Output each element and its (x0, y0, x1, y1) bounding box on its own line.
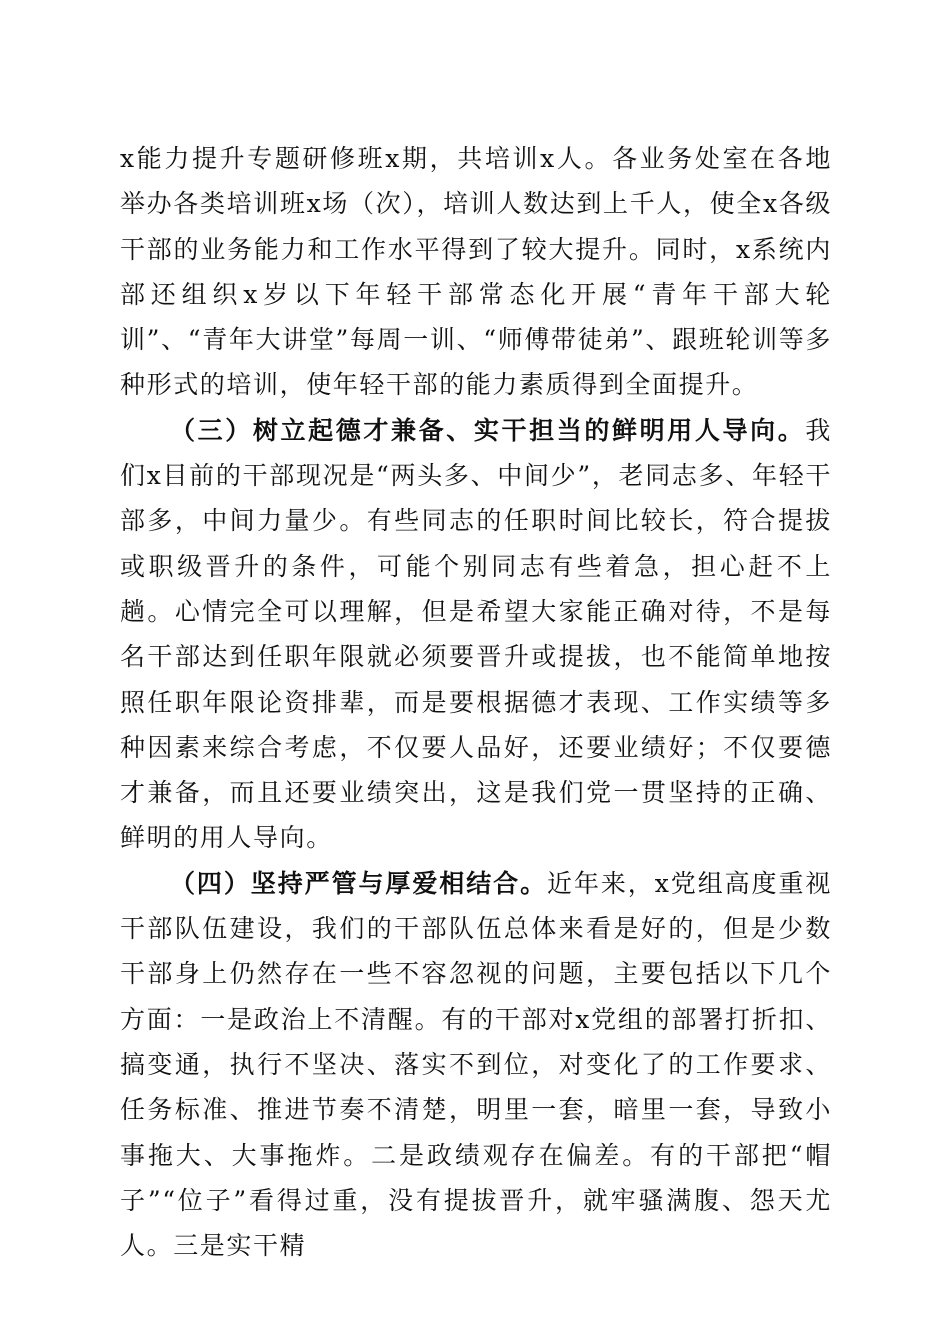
paragraph-section-4 (120, 861, 832, 1269)
paragraph-text: x能力提升专题研修班x期，共培训x人。各业务处室在各地举办各类培训班x场（次），培训人数达到上千人，使全x各级干部的业务能力和工作水平得到了较大提升。同时，x系统内部还组织x岁以下年轻干部常态化开展“青年干部大轮训”、“青年大讲堂”每周一训、“师傅带徒弟”、跟班轮训等多种形式的培训，使年轻干部的能力素质得到全面提升。 (120, 144, 832, 400)
paragraph-text: 近年来，x党组高度重视干部队伍建设，我们的干部队伍总体来看是好的，但是少数干部身上仍然存在一些不容忽视的问题，主要包括以下几个方面：一是政治上不清醒。有的干部对x党组的部署打折扣、搞变通，执行不坚决、落实不到位，对变化了的工作要求、任务标准、推进节奏不清楚，明里一套，暗里一套，导致小事拖大、大事拖炸。二是政绩观存在偏差。有的干部把“帽子”“位子”看得过重，没有提拔晋升，就牢骚满腹、怨天尤人。三是实干精 (120, 868, 833, 1261)
paragraph-text: 我们x目前的干部现况是“两头多、中间少”，老同志多、年轻干部多，中间力量少。有些同志的任职时间比较长，符合提拔或职级晋升的条件，可能个别同志有些着急，担心赶不上趟。心情完全可以理解，但是希望大家能正确对待，不是每名干部达到任职年限就必须要晋升或提拔，也不能简单地按照任职年限论资排辈，而是要根据德才表现、工作实绩等多种因素来综合考虑，不仅要人品好，还要业绩好；不仅要德才兼备，而且还要业绩突出，这是我们党一贯坚持的正确、鲜明的用人导向。 (120, 415, 832, 853)
document-body (120, 136, 832, 1268)
section-heading-4: （四）坚持严管与厚爱相结合。 (170, 868, 548, 898)
section-heading-3: （三）树立起德才兼备、实干担当的鲜明用人导向。 (170, 415, 806, 445)
paragraph-continuation (120, 136, 832, 408)
paragraph-section-3 (120, 408, 832, 861)
